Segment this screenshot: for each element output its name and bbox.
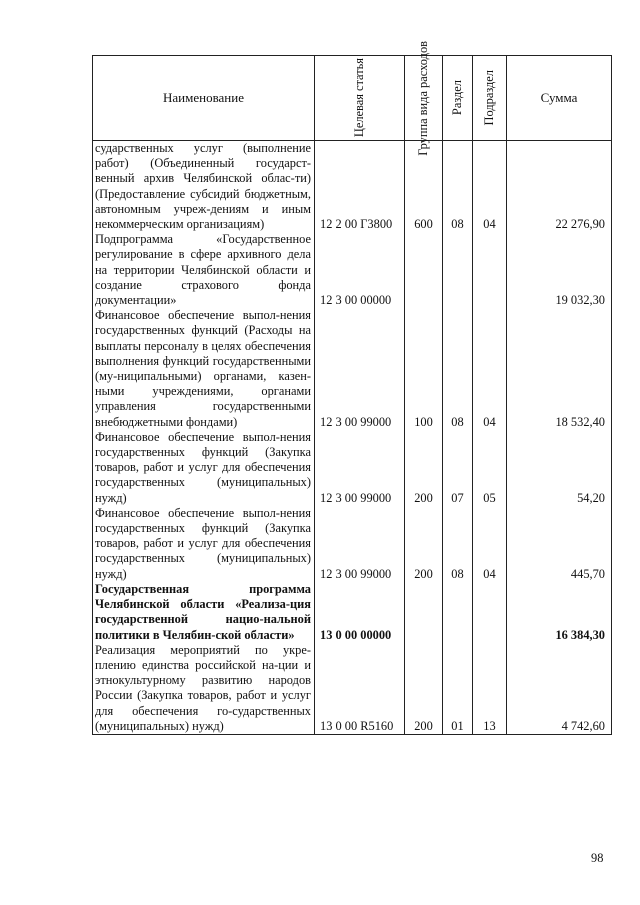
header-expense-group: Группа вида расходов <box>405 56 443 141</box>
header-name: Наименование <box>93 56 315 141</box>
row-subsection <box>473 582 507 643</box>
row-code: 12 3 00 99000 <box>315 506 405 582</box>
row-name: Государственная программа Челябинской области «Реализа-ция государственной нацио-нальной политики в Челябин-ской области» <box>93 582 315 643</box>
row-name: Финансовое обеспечение выпол-нения государственных функций (Расходы на выплаты персоналу в целях обеспечения выполнения функций государственными (му-ниципальными) органами, казен-ными учреждениями, органами управления государственными внебюджетными фондами) <box>93 308 315 430</box>
row-section: 07 <box>443 430 473 506</box>
header-sum: Сумма <box>507 56 612 141</box>
row-code: 12 3 00 99000 <box>315 308 405 430</box>
row-sum: 445,70 <box>507 506 612 582</box>
row-group: 200 <box>405 506 443 582</box>
row-group <box>405 582 443 643</box>
row-code: 12 3 00 00000 <box>315 232 405 308</box>
header-subsection: Подраздел <box>473 56 507 141</box>
row-name: Финансовое обеспечение выпол-нения государственных функций (Закупка товаров, работ и услуг для обеспечения государственных (муниципальных) нужд) <box>93 430 315 506</box>
row-subsection: 05 <box>473 430 507 506</box>
budget-table <box>92 40 612 735</box>
row-code: 13 0 00 00000 <box>315 582 405 643</box>
row-section: 08 <box>443 141 473 233</box>
row-code: 12 2 00 Г3800 <box>315 141 405 233</box>
row-sum: 4 742,60 <box>507 643 612 735</box>
row-group: 600 <box>405 141 443 233</box>
row-section <box>443 582 473 643</box>
row-code: 12 3 00 99000 <box>315 430 405 506</box>
row-subsection: 04 <box>473 506 507 582</box>
header-target-article: Целевая статья <box>315 56 405 141</box>
table-row <box>93 643 612 735</box>
row-name: Реализация мероприятий по укре-плению единства российской на-ции и этнокультурному развитию народов России (Закупка товаров, работ и услуг для обеспечения го-сударственных (муниципальных) нужд) <box>93 643 315 735</box>
row-sum: 18 532,40 <box>507 308 612 430</box>
page-number: 98 <box>591 851 604 865</box>
row-section <box>443 232 473 308</box>
table-row <box>93 308 612 430</box>
row-sum: 16 384,30 <box>507 582 612 643</box>
header-section: Раздел <box>443 56 473 141</box>
row-name: Финансовое обеспечение выпол-нения государственных функций (Закупка товаров, работ и услуг для обеспечения государственных (муниципальных) нужд) <box>93 506 315 582</box>
row-section: 01 <box>443 643 473 735</box>
table-row-program <box>93 582 612 643</box>
row-section: 08 <box>443 308 473 430</box>
row-sum: 19 032,30 <box>507 232 612 308</box>
row-name: Подпрограмма «Государственное регулирование в сфере архивного дела на территории Челябинской области и создание страхового фонда документации» <box>93 232 315 308</box>
row-group: 200 <box>405 430 443 506</box>
row-subsection: 04 <box>473 308 507 430</box>
row-subsection <box>473 232 507 308</box>
row-code: 13 0 00 R5160 <box>315 643 405 735</box>
table-row <box>93 430 612 506</box>
table-row <box>93 141 612 233</box>
row-group <box>405 232 443 308</box>
table-row <box>93 506 612 582</box>
row-subsection: 13 <box>473 643 507 735</box>
table-header-row <box>93 56 612 141</box>
row-section: 08 <box>443 506 473 582</box>
table-row <box>93 232 612 308</box>
row-group: 200 <box>405 643 443 735</box>
row-sum: 22 276,90 <box>507 141 612 233</box>
row-subsection: 04 <box>473 141 507 233</box>
row-name: сударственных услуг (выполнение работ) (Объединенный государст-венный архив Челябинской облас-ти) (Предоставление субсидий бюджетным, автономным учреж-дениям и иным некоммерческим организациям) <box>93 141 315 233</box>
row-sum: 54,20 <box>507 430 612 506</box>
row-group: 100 <box>405 308 443 430</box>
